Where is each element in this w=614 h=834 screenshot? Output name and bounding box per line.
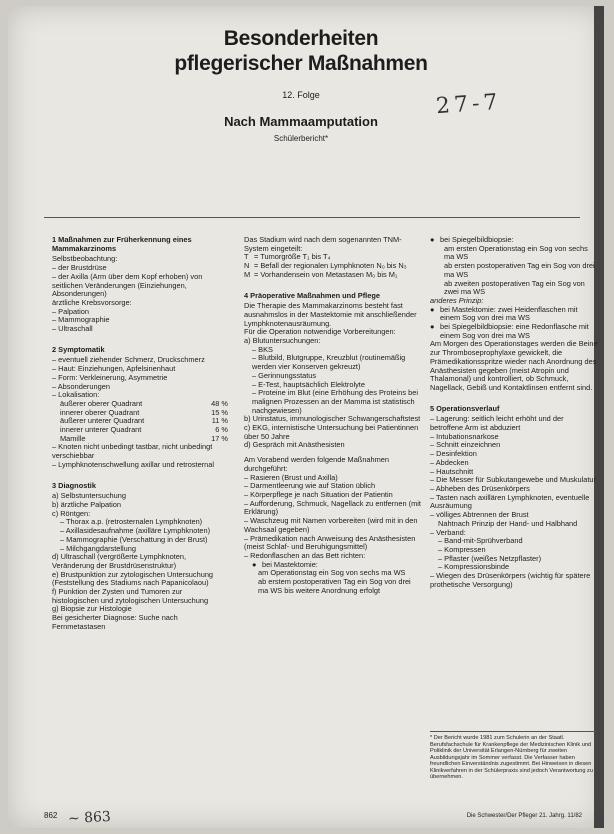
section-5-heading: 5 Operationsverlauf bbox=[430, 403, 500, 413]
text-line: – Hautschnitt bbox=[430, 466, 474, 476]
byline: Schülerbericht* bbox=[273, 134, 329, 143]
text-line: anderes Prinzip: bbox=[430, 295, 484, 305]
text-line: – Pflaster (weißes Netzpflaster) bbox=[438, 553, 542, 563]
paragraph: Für die Operation notwendige Vorbereitungen: bbox=[244, 327, 396, 337]
text-line: – Gerinnungsstatus bbox=[252, 370, 317, 380]
paragraph: Die Therapie des Mammakarzinoms besteht fast ausnahmslos in der Mastektomie mit anschließender Lymphknotenausräumung. bbox=[244, 301, 417, 328]
text-line: – Rasieren (Brust und Axilla) bbox=[244, 472, 338, 482]
text-line: – Redonflaschen an das Bett richten: bbox=[244, 550, 366, 560]
text-line: – Die Messer für Subkutangewebe und Muskulatur bbox=[430, 475, 596, 485]
text-line: – der Axilla (Arm über dem Kopf erhoben) von seitlichen Veränderungen (Einziehungen, Absonderungen) bbox=[52, 271, 203, 299]
text-line: d) Ultraschall (vergrößerte Lymphknoten, Veränderung der Brustdrüsenstruktur) bbox=[52, 552, 187, 570]
text-line: g) Biopsie zur Histologie bbox=[52, 604, 132, 614]
text-line: – völliges Abtrennen der Brust bbox=[430, 510, 529, 520]
bullet-icon: ● bbox=[430, 235, 435, 244]
text-line: am ersten Operationstag ein Sog von sechs ma WS ab ersten postoperativen Tag ein Sog von drei ma WS ab zweiten postoperativen Tag ein Sog von zwei ma WS bbox=[444, 243, 595, 297]
text-line: am Operationstag ein Sog von sechs ma WS ab erstem postoperativen Tag ein Sog von drei ma WS bis weitere Anordnung erfolgt bbox=[258, 568, 411, 595]
article-header bbox=[8, 26, 594, 143]
text-line: Selbstbeobachtung: bbox=[52, 254, 118, 264]
text-line: – E-Test, hauptsächlich Elektrolyte bbox=[252, 379, 365, 389]
section-1-list bbox=[52, 255, 228, 333]
text-line: – Knoten nicht unbedingt tastbar, nicht unbedingt verschiebbar bbox=[52, 442, 213, 461]
bullet-item: ● bei Spiegelbildbiopsie: bbox=[430, 235, 514, 244]
tnm-row: T = Tumorgröße T₁ bis T₄ bbox=[244, 252, 331, 262]
text-line: – Thorax a.p. (retrosternalen Lymphknoten) bbox=[60, 517, 203, 527]
section-3-heading: 3 Diagnostik bbox=[52, 480, 96, 490]
text-line: d) Gespräch mit Anästhesisten bbox=[244, 440, 345, 450]
text-line: a) Blutuntersuchungen: bbox=[244, 336, 321, 346]
text-line: – Abheben des Drüsenkörpers bbox=[430, 483, 530, 493]
tnm-row: M = Vorhandensein von Metastasen M₀ bis M₁ bbox=[244, 269, 398, 279]
section-4-heading: 4 Präoperative Maßnahmen und Pflege bbox=[244, 290, 380, 300]
text-line: – Wiegen des Drüsenkörpers (wichtig für spätere prothetische Versorgung) bbox=[430, 571, 591, 589]
text-line: – Mammographie (Verschattung in der Brust) bbox=[60, 534, 208, 544]
page-number: 862 bbox=[44, 811, 58, 820]
text-line: f) Punktion der Zysten und Tumoren zur histologischen und zytologischen Untersuchung bbox=[52, 587, 209, 605]
table-row: Mamille 17 % bbox=[60, 433, 228, 443]
text-line: – eventuell ziehender Schmerz, Druckschmerz bbox=[52, 355, 205, 365]
text-line: – Proteine im Blut (eine Erhöhung des Proteins bei malignen Prozessen an der Mamma ist statistisch nachgewiesen) bbox=[252, 388, 418, 415]
bullet-item: ● bei Spiegelbildbiopsie: eine Redonflasche mit einem Sog von drei ma WS bbox=[430, 322, 589, 340]
title-line-2: pflegerischer Maßnahmen bbox=[174, 52, 428, 75]
document-page bbox=[8, 6, 604, 828]
text-line: – Schnitt einzeichnen bbox=[430, 440, 501, 450]
tnm-intro: Das Stadium wird nach dem sogenannten TNM-System eingeteilt: bbox=[244, 235, 402, 253]
column-3 bbox=[430, 236, 598, 589]
handwritten-note: 27-7 bbox=[435, 89, 503, 120]
tnm-row: N = Befall der regionalen Lymphknoten N₀ bis N₃ bbox=[244, 261, 407, 271]
article-subtitle: Nach Mammaamputation bbox=[224, 114, 378, 129]
paragraph: Am Vorabend werden folgende Maßnahmen durchgeführt: bbox=[244, 455, 390, 473]
text-line: ärztliche Krebsvorsorge: bbox=[52, 297, 132, 307]
title-line-1: Besonderheiten bbox=[223, 27, 379, 50]
text-line: b) ärztliche Palpation bbox=[52, 499, 122, 509]
text-line: – Haut: Einziehungen, Apfelsinenhaut bbox=[52, 364, 176, 374]
text-line: – Mammographie bbox=[52, 315, 110, 325]
text-line: – Palpation bbox=[52, 306, 89, 316]
table-row: äußerer oberer Quadrant 48 % bbox=[60, 398, 228, 408]
handwritten-page-number: ~ 863 bbox=[67, 808, 112, 828]
footnote: * Der Bericht wurde 1981 zum Schulerin an der Staatl. Berufsfachschule für Krankenpflege der Medizinischen Klinik und Poliklinik der Universität Erlangen-Nürnberg für zweiten Ausbildungsjahr im Sommer verfasst. Die Verfasser haben freundlichen Einverständnis zugestimmt. Bei Hinweisen in diesen Klinikverfahren in der Schülerpraxis sind jedoch Verantwortung zu übernehmen. bbox=[430, 731, 596, 781]
text-line: – Desinfektion bbox=[430, 449, 477, 459]
text-line: – Prämedikation nach Anweisung des Anästhesisten (meist Schlaf- und Beruhigungsmittel) bbox=[244, 533, 416, 552]
header-rule bbox=[44, 217, 580, 218]
bullet-icon: ● bbox=[430, 322, 435, 332]
text-line: Bei gesicherter Diagnose: Suche nach Fernmetastasen bbox=[52, 613, 178, 631]
text-line: – BKS bbox=[252, 344, 273, 354]
text-line: – Lokalisation: bbox=[52, 390, 100, 400]
text-line: – der Brustdrüse bbox=[52, 263, 107, 273]
text-line: – Form: Verkleinerung, Asymmetrie bbox=[52, 372, 168, 382]
text-line: – Waschzeug mit Namen vorbereiten (wird mit in den Wachsaal gegeben) bbox=[244, 516, 418, 534]
table-row: innerer unterer Quadrant 6 % bbox=[60, 425, 228, 435]
section-1-heading: 1 Maßnahmen zur Früherkennung eines Mammakarzinoms bbox=[52, 235, 192, 253]
text-line: – Darmentleerung wie auf Station üblich bbox=[244, 481, 376, 491]
text-line: c) Röntgen: bbox=[52, 508, 91, 518]
text-line: – Verband: bbox=[430, 527, 466, 537]
text-line: – Abdecken bbox=[430, 457, 469, 467]
text-line: – Band-mit-Sprühverband bbox=[438, 536, 523, 546]
journal-reference: Die Schwester/Der Pfleger 21. Jahrg. 11/82 bbox=[466, 813, 582, 819]
text-line: e) Brustpunktion zur zytologischen Untersuchung (Feststellung des Stadiums nach Papanicolaou) bbox=[52, 569, 214, 588]
text-line: – Lymphknotenschwellung axillar und retrosternal bbox=[52, 459, 214, 469]
text-line: – Absonderungen bbox=[52, 381, 110, 391]
text-line: – Aufforderung, Schmuck, Nagellack zu entfernen (mit Erklärung) bbox=[244, 498, 421, 517]
column-1 bbox=[52, 236, 228, 632]
text-line: – Milchgangdarstellung bbox=[60, 543, 137, 553]
bullet-icon: ● bbox=[252, 559, 257, 569]
text-line: a) Selbstuntersuchung bbox=[52, 491, 126, 501]
column-2 bbox=[244, 236, 422, 595]
localisation-table bbox=[52, 400, 228, 444]
text-line: Nahtnach Prinzip der Hand- und Halbhand bbox=[438, 518, 578, 528]
text-line: – Intubationsnarkose bbox=[430, 431, 499, 441]
text-line: – Körperpflege je nach Situation der Patientin bbox=[244, 489, 393, 499]
text-line: – Ultraschall bbox=[52, 324, 93, 334]
text-line: – Kompressionsbinde bbox=[438, 562, 510, 572]
text-line: – Kompressen bbox=[438, 544, 486, 554]
paragraph: Am Morgen des Operationstages werden die Beine zur Thromboseprophylaxe gewickelt, die Prämedikationsspritze wieder nach Anordnung des Anästhesisten gegeben (meist Atropin und Thalamonal) und kontrolliert, ob Schmuck, Nagellack, Gebiß und Kontaktlinsen entfernt sind. bbox=[430, 339, 598, 392]
bullet-item: ● bei Mastektomie: bbox=[252, 559, 318, 569]
text-line: – Lagerung: seitlich leicht erhöht und der betroffene Arm ist abduziert bbox=[430, 414, 564, 433]
text-line: b) Urinstatus, immunologischer Schwangerschaftstest bbox=[244, 414, 421, 424]
text-line: – Tasten nach axillären Lymphknoten, eventuelle Ausräumung bbox=[430, 492, 590, 511]
text-line: c) EKG, internistische Untersuchung bei Patientinnen über 50 Jahre bbox=[244, 423, 419, 441]
section-2-heading: 2 Symptomatik bbox=[52, 344, 105, 354]
table-row: innerer oberer Quadrant 15 % bbox=[60, 407, 228, 417]
series-number: 12. Folge bbox=[282, 90, 320, 100]
table-row: äußerer unterer Quadrant 11 % bbox=[60, 416, 228, 426]
text-line: – Blutbild, Blutgruppe, Kreuzblut (routinemäßig werden vier Konserven gekreuzt) bbox=[252, 353, 406, 372]
bullet-icon: ● bbox=[430, 304, 435, 314]
text-line: – Axillasidesaufnahme (axilläre Lymphknoten) bbox=[60, 526, 211, 536]
bullet-item: ● bei Mastektomie: zwei Heidenflaschen mit einem Sog von drei ma WS bbox=[430, 304, 578, 323]
